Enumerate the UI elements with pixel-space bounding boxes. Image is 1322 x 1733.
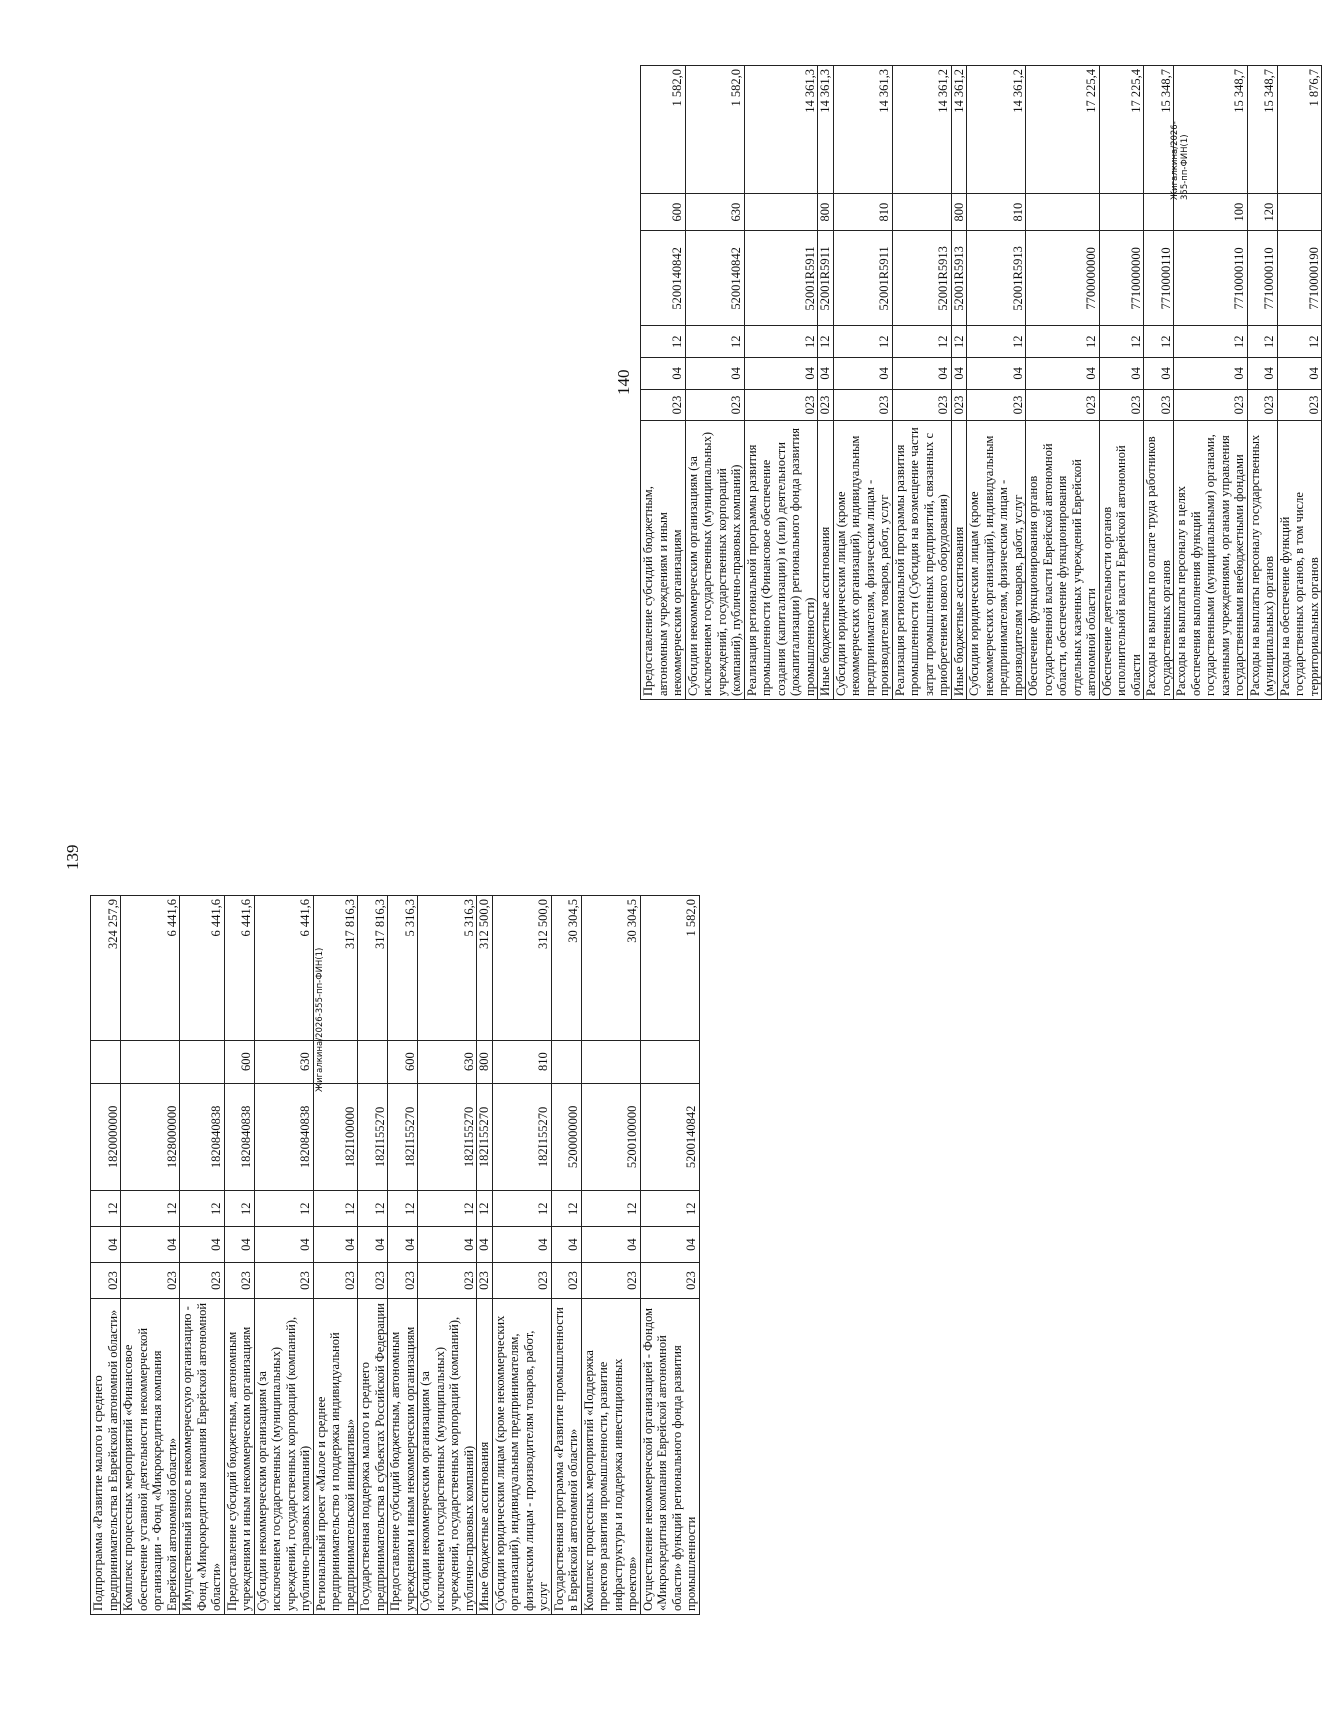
- target-article-cell: 7710000000: [1099, 231, 1144, 326]
- right-budget-table-wrap: [640, 65, 1322, 700]
- amount-cell: 1 582,0: [641, 66, 686, 194]
- section-code-cell: 04: [1144, 358, 1174, 390]
- ministry-code-cell: 023: [833, 389, 892, 421]
- amount-cell: 17 225,4: [1026, 66, 1100, 194]
- ministry-code-cell: 023: [744, 389, 818, 421]
- amount-cell: 6 441,6: [254, 896, 313, 1041]
- expense-name-cell: Региональный проект «Малое и среднее предпринимательство и поддержка индивидуальной предпринимательской инициативы»: [313, 1298, 358, 1614]
- section-code-cell: 04: [224, 1227, 254, 1263]
- table-row: [967, 66, 1026, 700]
- left-footer: Жигалкина/2026-355-пп-ФИН(1): [315, 947, 325, 1092]
- ministry-code-cell: 023: [967, 389, 1026, 421]
- table-row: [254, 896, 313, 1615]
- expense-type-cell: [91, 1040, 121, 1083]
- ministry-code-cell: 023: [685, 389, 744, 421]
- expense-name-cell: Имущественный взнос в некоммерческую организацию - Фонд «Микрокредитная компания Еврейской автономной области»: [180, 1298, 225, 1614]
- amount-cell: 14 361,3: [833, 66, 892, 194]
- expense-type-cell: [551, 1040, 581, 1083]
- subsection-code-cell: 12: [833, 326, 892, 358]
- target-article-cell: 5200140842: [641, 231, 686, 326]
- expense-name-cell: Подпрограмма «Развитие малого и среднего предпринимательства в Еврейской автономной области»: [91, 1298, 121, 1614]
- section-code-cell: 04: [1277, 358, 1322, 390]
- target-article-cell: 182I155270: [388, 1083, 418, 1191]
- target-article-cell: 1820840838: [224, 1083, 254, 1191]
- expense-name-cell: Расходы на обеспечение функций государственных органов, в том числе территориальных органов: [1277, 421, 1322, 700]
- subsection-code-cell: 12: [581, 1191, 640, 1227]
- section-code-cell: 04: [641, 358, 686, 390]
- section-code-cell: 04: [492, 1227, 551, 1263]
- subsection-code-cell: 12: [1026, 326, 1100, 358]
- ministry-code-cell: 023: [640, 1263, 699, 1299]
- subsection-code-cell: 12: [254, 1191, 313, 1227]
- section-code-cell: 04: [91, 1227, 121, 1263]
- target-article-cell: 52001R5911: [744, 231, 818, 326]
- expense-name-cell: Иные бюджетные ассигнования: [818, 421, 834, 700]
- section-code-cell: 04: [358, 1227, 388, 1263]
- right-budget-table: [640, 65, 1322, 700]
- expense-name-cell: Расходы на выплаты персоналу в целях обеспечения выполнения функций государственными (муниципальными) органами, казенными учреждениями, органами управления государственными внебюджетными фондами: [1174, 421, 1248, 700]
- section-code-cell: 04: [418, 1227, 477, 1263]
- expense-type-cell: 800: [951, 193, 967, 231]
- table-row: [121, 896, 180, 1615]
- expense-name-cell: Реализация региональной программы развития промышленности (Финансовое обеспечение создания (капитализации) и (или) деятельности (докапитализации) регионального фонда развития промышленности): [744, 421, 818, 700]
- subsection-code-cell: 12: [91, 1191, 121, 1227]
- subsection-code-cell: 12: [967, 326, 1026, 358]
- subsection-code-cell: 12: [1099, 326, 1144, 358]
- target-article-cell: 7710000190: [1277, 231, 1322, 326]
- subsection-code-cell: 12: [818, 326, 834, 358]
- section-code-cell: 04: [951, 358, 967, 390]
- ministry-code-cell: 023: [1144, 389, 1174, 421]
- expense-type-cell: [121, 1040, 180, 1083]
- section-code-cell: 04: [1099, 358, 1144, 390]
- section-code-cell: 04: [581, 1227, 640, 1263]
- target-article-cell: 7710000110: [1174, 231, 1248, 326]
- expense-name-cell: Субсидии некоммерческим организациям (за исключением государственных (муниципальных) учреждений, государственных корпораций (компаний), публично-правовых компаний): [685, 421, 744, 700]
- expense-name-cell: Субсидии некоммерческим организациям (за исключением государственных (муниципальных) учреждений, государственных корпораций (компаний), публично-правовых компаний): [254, 1298, 313, 1614]
- right-table-body: [641, 66, 1322, 700]
- section-code-cell: 04: [121, 1227, 180, 1263]
- amount-cell: 6 441,6: [121, 896, 180, 1041]
- table-row: [358, 896, 388, 1615]
- expense-name-cell: Расходы на выплаты по оплате труда работников государственных органов: [1144, 421, 1174, 700]
- section-code-cell: 04: [1026, 358, 1100, 390]
- right-footer: Жигалкина/2026-355-пп-ФИН(1): [1170, 121, 1190, 200]
- table-row: [640, 896, 699, 1615]
- amount-cell: 317 816,3: [358, 896, 388, 1041]
- section-code-cell: 04: [477, 1227, 493, 1263]
- expense-type-cell: 600: [224, 1040, 254, 1083]
- expense-type-cell: 120: [1247, 193, 1277, 231]
- target-article-cell: 182I155270: [358, 1083, 388, 1191]
- table-row: [551, 896, 581, 1615]
- ministry-code-cell: 023: [1099, 389, 1144, 421]
- table-row: [418, 896, 477, 1615]
- target-article-cell: 52001R5913: [892, 231, 951, 326]
- section-code-cell: 04: [1247, 358, 1277, 390]
- section-code-cell: 04: [180, 1227, 225, 1263]
- ministry-code-cell: 023: [91, 1263, 121, 1299]
- expense-name-cell: Обеспечение функционирования органов государственной власти Еврейской автономной области, обеспечение функционирования отдельных казенных учреждений Еврейской автономной области: [1026, 421, 1100, 700]
- subsection-code-cell: 12: [1247, 326, 1277, 358]
- amount-cell: 1 582,0: [640, 896, 699, 1041]
- expense-type-cell: [180, 1040, 225, 1083]
- section-code-cell: 04: [818, 358, 834, 390]
- ministry-code-cell: 023: [388, 1263, 418, 1299]
- section-code-cell: 04: [685, 358, 744, 390]
- ministry-code-cell: 023: [418, 1263, 477, 1299]
- ministry-code-cell: 023: [313, 1263, 358, 1299]
- table-row: [388, 896, 418, 1615]
- expense-name-cell: Субсидии юридическим лицам (кроме некоммерческих организаций), индивидуальным предпринимателям, физическим лицам - производителям товаров, работ, услуг: [492, 1298, 551, 1614]
- subsection-code-cell: 12: [641, 326, 686, 358]
- table-row: [581, 896, 640, 1615]
- expense-name-cell: Субсидии некоммерческим организациям (за исключением государственных (муниципальных) учреждений, государственных корпораций (компаний), публично-правовых компаний): [418, 1298, 477, 1614]
- subsection-code-cell: 12: [951, 326, 967, 358]
- ministry-code-cell: 023: [1174, 389, 1248, 421]
- expense-name-cell: Иные бюджетные ассигнования: [477, 1298, 493, 1614]
- target-article-cell: 52001R5911: [818, 231, 834, 326]
- amount-cell: 5 316,3: [418, 896, 477, 1041]
- right-page-number: 140: [614, 369, 633, 395]
- subsection-code-cell: 12: [313, 1191, 358, 1227]
- amount-cell: 15 348,7: [1247, 66, 1277, 194]
- table-row: [1099, 66, 1144, 700]
- amount-cell: 1 876,7: [1277, 66, 1322, 194]
- table-row: [492, 896, 551, 1615]
- left-table-body: [91, 896, 700, 1615]
- expense-type-cell: [640, 1040, 699, 1083]
- ministry-code-cell: 023: [492, 1263, 551, 1299]
- table-row: [1247, 66, 1277, 700]
- table-row: [951, 66, 967, 700]
- expense-type-cell: [581, 1040, 640, 1083]
- subsection-code-cell: 12: [892, 326, 951, 358]
- amount-cell: 6 441,6: [180, 896, 225, 1041]
- expense-name-cell: Комплекс процессных мероприятий «Поддержка проектов развития промышленности, развитие инфраструктуры и поддержка инвестиционных проектов»: [581, 1298, 640, 1614]
- target-article-cell: 182I100000: [313, 1083, 358, 1191]
- ministry-code-cell: 023: [551, 1263, 581, 1299]
- section-code-cell: 04: [551, 1227, 581, 1263]
- target-article-cell: 7710000110: [1247, 231, 1277, 326]
- amount-cell: 15 348,7: [1174, 66, 1248, 194]
- left-budget-table-wrap: [90, 895, 700, 1615]
- expense-name-cell: Предоставление субсидий бюджетным, автономным учреждениям и иным некоммерческим организациям: [224, 1298, 254, 1614]
- table-row: [685, 66, 744, 700]
- expense-name-cell: Предоставление субсидий бюджетным, автономным учреждениям и иным некоммерческим организациям: [388, 1298, 418, 1614]
- ministry-code-cell: 023: [892, 389, 951, 421]
- subsection-code-cell: 12: [388, 1191, 418, 1227]
- ministry-code-cell: 023: [1247, 389, 1277, 421]
- ministry-code-cell: 023: [121, 1263, 180, 1299]
- target-article-cell: 182I155270: [418, 1083, 477, 1191]
- section-code-cell: 04: [313, 1227, 358, 1263]
- amount-cell: 1 582,0: [685, 66, 744, 194]
- expense-type-cell: 800: [477, 1040, 493, 1083]
- subsection-code-cell: 12: [640, 1191, 699, 1227]
- expense-type-cell: 630: [254, 1040, 313, 1083]
- amount-cell: 14 361,3: [818, 66, 834, 194]
- ministry-code-cell: 023: [951, 389, 967, 421]
- target-article-cell: 1828000000: [121, 1083, 180, 1191]
- amount-cell: 30 304,5: [551, 896, 581, 1041]
- amount-cell: 6 441,6: [224, 896, 254, 1041]
- target-article-cell: 182I155270: [477, 1083, 493, 1191]
- amount-cell: 317 816,3: [313, 896, 358, 1041]
- expense-type-cell: 100: [1174, 193, 1248, 231]
- target-article-cell: 5200140842: [685, 231, 744, 326]
- amount-cell: 14 361,2: [967, 66, 1026, 194]
- table-row: [818, 66, 834, 700]
- table-row: [1144, 66, 1174, 700]
- expense-type-cell: [1026, 193, 1100, 231]
- subsection-code-cell: 12: [1277, 326, 1322, 358]
- target-article-cell: 1820000000: [91, 1083, 121, 1191]
- expense-type-cell: [892, 193, 951, 231]
- section-code-cell: 04: [640, 1227, 699, 1263]
- left-page-number: 139: [63, 844, 82, 870]
- subsection-code-cell: 12: [685, 326, 744, 358]
- expense-name-cell: Государственная программа «Развитие промышленности в Еврейской автономной области»: [551, 1298, 581, 1614]
- subsection-code-cell: 12: [1144, 326, 1174, 358]
- table-row: [1277, 66, 1322, 700]
- expense-type-cell: 630: [685, 193, 744, 231]
- subsection-code-cell: 12: [551, 1191, 581, 1227]
- section-code-cell: 04: [254, 1227, 313, 1263]
- expense-type-cell: 630: [418, 1040, 477, 1083]
- amount-cell: 5 316,3: [388, 896, 418, 1041]
- target-article-cell: 52001R5911: [833, 231, 892, 326]
- expense-type-cell: 810: [833, 193, 892, 231]
- amount-cell: 15 348,7: [1144, 66, 1174, 194]
- target-article-cell: 182I155270: [492, 1083, 551, 1191]
- ministry-code-cell: 023: [477, 1263, 493, 1299]
- subsection-code-cell: 12: [418, 1191, 477, 1227]
- expense-name-cell: Субсидии юридическим лицам (кроме некоммерческих организаций), индивидуальным предпринимателям, физическим лицам - производителям товаров, работ, услуг: [833, 421, 892, 700]
- ministry-code-cell: 023: [818, 389, 834, 421]
- table-row: [744, 66, 818, 700]
- ministry-code-cell: 023: [224, 1263, 254, 1299]
- expense-type-cell: 600: [641, 193, 686, 231]
- expense-name-cell: Обеспечение деятельности органов исполнительной власти Еврейской автономной области: [1099, 421, 1144, 700]
- expense-type-cell: [1277, 193, 1322, 231]
- ministry-code-cell: 023: [1277, 389, 1322, 421]
- table-row: [892, 66, 951, 700]
- ministry-code-cell: 023: [641, 389, 686, 421]
- section-code-cell: 04: [1174, 358, 1248, 390]
- section-code-cell: 04: [744, 358, 818, 390]
- expense-name-cell: Государственная поддержка малого и среднего предпринимательства в субъектах Российской Федерации: [358, 1298, 388, 1614]
- expense-name-cell: Субсидии юридическим лицам (кроме некоммерческих организаций), индивидуальным предпринимателям, физическим лицам - производителям товаров, работ, услуг: [967, 421, 1026, 700]
- table-row: [1026, 66, 1100, 700]
- expense-type-cell: [1099, 193, 1144, 231]
- subsection-code-cell: 12: [180, 1191, 225, 1227]
- expense-type-cell: [358, 1040, 388, 1083]
- amount-cell: 30 304,5: [581, 896, 640, 1041]
- target-article-cell: 5200000000: [551, 1083, 581, 1191]
- amount-cell: 14 361,3: [744, 66, 818, 194]
- expense-type-cell: [744, 193, 818, 231]
- expense-name-cell: Осуществление некоммерческой организацией - Фондом «Микрокредитная компания Еврейской автономной области» функций регионального фонда развития промышленности: [640, 1298, 699, 1614]
- subsection-code-cell: 12: [744, 326, 818, 358]
- section-code-cell: 04: [833, 358, 892, 390]
- table-row: [180, 896, 225, 1615]
- target-article-cell: 1820840838: [254, 1083, 313, 1191]
- expense-name-cell: Комплекс процессных мероприятий «Финансовое обеспечение уставной деятельности некоммерческой организации - Фонд «Микрокредитная компания Еврейской автономной области»: [121, 1298, 180, 1614]
- section-code-cell: 04: [967, 358, 1026, 390]
- amount-cell: 14 361,2: [892, 66, 951, 194]
- amount-cell: 312 500,0: [477, 896, 493, 1041]
- table-row: [833, 66, 892, 700]
- target-article-cell: 5200100000: [581, 1083, 640, 1191]
- subsection-code-cell: 12: [492, 1191, 551, 1227]
- subsection-code-cell: 12: [121, 1191, 180, 1227]
- target-article-cell: 52001R5913: [967, 231, 1026, 326]
- amount-cell: 14 361,2: [951, 66, 967, 194]
- expense-name-cell: Реализация региональной программы развития промышленности (Субсидия на возмещение части затрат промышленных предприятий, связанных с приобретением нового оборудования): [892, 421, 951, 700]
- ministry-code-cell: 023: [180, 1263, 225, 1299]
- table-row: [224, 896, 254, 1615]
- ministry-code-cell: 023: [254, 1263, 313, 1299]
- amount-cell: 324 257,9: [91, 896, 121, 1041]
- section-code-cell: 04: [892, 358, 951, 390]
- table-row: [477, 896, 493, 1615]
- expense-name-cell: Расходы на выплаты персоналу государственных (муниципальных) органов: [1247, 421, 1277, 700]
- target-article-cell: 7710000110: [1144, 231, 1174, 326]
- target-article-cell: 52001R5913: [951, 231, 967, 326]
- expense-type-cell: [1144, 193, 1174, 231]
- subsection-code-cell: 12: [477, 1191, 493, 1227]
- subsection-code-cell: 12: [224, 1191, 254, 1227]
- target-article-cell: 1820840838: [180, 1083, 225, 1191]
- ministry-code-cell: 023: [358, 1263, 388, 1299]
- left-budget-table: [90, 895, 700, 1615]
- table-row: [641, 66, 686, 700]
- expense-name-cell: Предоставление субсидий бюджетным, автономным учреждениям и иным некоммерческим организациям: [641, 421, 686, 700]
- ministry-code-cell: 023: [1026, 389, 1100, 421]
- expense-name-cell: Иные бюджетные ассигнования: [951, 421, 967, 700]
- table-row: [91, 896, 121, 1615]
- expense-type-cell: 810: [492, 1040, 551, 1083]
- target-article-cell: 7700000000: [1026, 231, 1100, 326]
- ministry-code-cell: 023: [581, 1263, 640, 1299]
- section-code-cell: 04: [388, 1227, 418, 1263]
- subsection-code-cell: 12: [1174, 326, 1248, 358]
- target-article-cell: 5200140842: [640, 1083, 699, 1191]
- expense-type-cell: 810: [967, 193, 1026, 231]
- amount-cell: 312 500,0: [492, 896, 551, 1041]
- expense-type-cell: 600: [388, 1040, 418, 1083]
- amount-cell: 17 225,4: [1099, 66, 1144, 194]
- subsection-code-cell: 12: [358, 1191, 388, 1227]
- expense-type-cell: 800: [818, 193, 834, 231]
